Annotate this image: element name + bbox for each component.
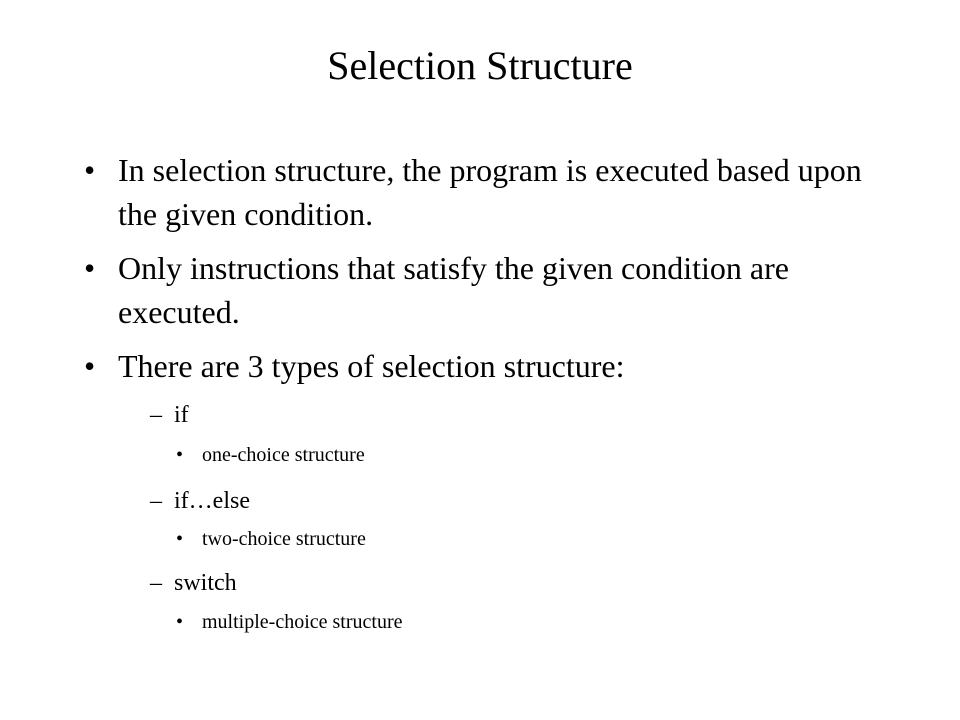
bullet-item — [84, 148, 864, 236]
dash-marker: – — [150, 570, 162, 596]
type-label: switch — [174, 570, 237, 596]
type-description: two-choice structure — [202, 528, 366, 550]
sub-sub-item — [176, 525, 366, 553]
type-description: multiple-choice structure — [202, 611, 403, 633]
sub-sub-item — [176, 608, 402, 636]
bullet-marker: • — [84, 250, 96, 286]
bullet-text: Only instructions that satisfy the given condition are executed. — [118, 250, 789, 330]
bullet-marker: • — [84, 348, 96, 384]
bullet-marker: • — [176, 611, 184, 633]
bullet-text: In selection structure, the program is executed based upon the given condition. — [118, 152, 862, 232]
bullet-item — [84, 344, 864, 388]
type-description: one-choice structure — [202, 444, 365, 466]
type-label: if…else — [174, 488, 250, 514]
type-label: if — [174, 402, 189, 428]
bullet-marker: • — [84, 152, 96, 188]
bullet-text: There are 3 types of selection structure: — [118, 348, 625, 384]
dash-marker: – — [150, 488, 162, 514]
slide-title: Selection Structure — [327, 43, 633, 88]
sub-item-type — [150, 566, 237, 600]
sub-item-type — [150, 484, 250, 518]
sub-sub-item — [176, 441, 365, 469]
sub-item-type — [150, 398, 189, 432]
bullet-item — [84, 246, 864, 334]
dash-marker: – — [150, 402, 162, 428]
bullet-marker: • — [176, 444, 184, 466]
bullet-marker: • — [176, 528, 184, 550]
